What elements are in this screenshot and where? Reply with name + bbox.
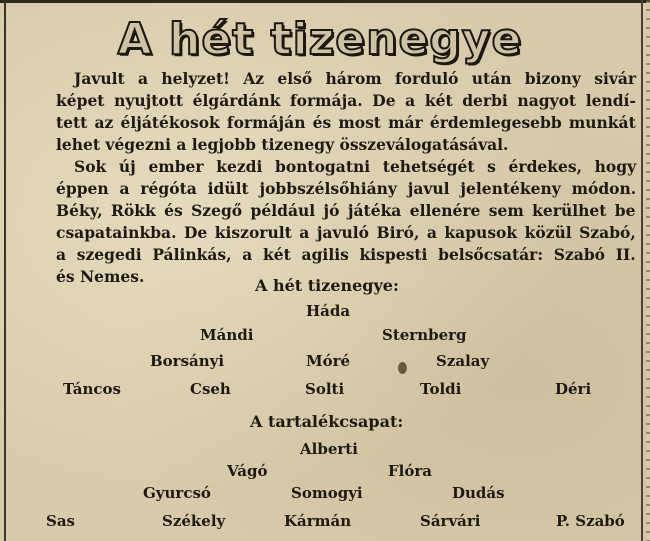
paragraph2-line4: csapatainkba. De kiszorult a javuló Biró, a kapusok közül Szabó, [56, 223, 636, 242]
paragraph1-line1: Javult a helyzet! Az első három forduló után bizony sivár [74, 69, 637, 88]
reserve-forward-2: Székely [162, 512, 226, 530]
reserve-back-1: Vágó [227, 462, 268, 480]
paragraph1-line2: képet nyujtott élgárdánk formája. De a két derbi nagyot lendí- [56, 91, 636, 110]
team-forward-5: Déri [555, 380, 592, 398]
paragraph2-line3: Béky, Rökk és Szegő például jó játéka ellenére sem kerülhet be [56, 201, 636, 220]
left-column-rule [4, 0, 6, 541]
reserve-back-2: Flóra [388, 462, 432, 480]
team-forward-3: Solti [305, 380, 345, 398]
team-forward-1: Táncos [63, 380, 121, 398]
reserve-heading: A tartalékcsapat: [250, 412, 404, 431]
reserve-forward-3: Kármán [284, 512, 352, 530]
reserve-forward-1: Sas [46, 512, 75, 530]
adjacent-column-edge [646, 0, 650, 541]
reserve-halfback-3: Dudás [452, 484, 505, 502]
team-halfback-1: Borsányi [150, 352, 225, 370]
paragraph2-line6: és Nemes. [56, 267, 145, 286]
top-rule [0, 0, 650, 3]
paragraph1-line3: tett az éljátékosok formáján és most már érdemlegesebb munkát [56, 113, 636, 132]
reserve-forward-5: P. Szabó [556, 512, 625, 530]
team-halfback-3: Szalay [436, 352, 490, 370]
team-halfback-2: Móré [306, 352, 351, 370]
right-column-rule [641, 0, 643, 541]
paragraph1-line4: lehet végezni a legjobb tizenegy összeválogatásával. [56, 135, 509, 154]
reserve-halfback-2: Somogyi [291, 484, 363, 502]
article-headline: A hét tizenegye [117, 14, 523, 65]
reserve-halfback-1: Gyurcsó [143, 484, 211, 502]
paragraph2-line2: éppen a régóta idült jobbszélsőhiány javul jelentékeny módon. [56, 179, 637, 198]
reserve-goalkeeper: Alberti [300, 440, 358, 458]
reserve-forward-4: Sárvári [420, 512, 481, 530]
team-goalkeeper: Háda [306, 302, 351, 320]
team-heading: A hét tizenegye: [255, 276, 399, 295]
paragraph2-line5: a szegedi Pálinkás, a két agilis kispesti belsőcsatár: Szabó II. [56, 245, 636, 264]
team-back-2: Sternberg [382, 326, 467, 344]
ink-spot [398, 362, 407, 374]
team-forward-4: Toldi [420, 380, 462, 398]
team-back-1: Mándi [200, 326, 254, 344]
team-forward-2: Cseh [190, 380, 231, 398]
paragraph2-line1: Sok új ember kezdi bontogatni tehetségét s érdekes, hogy [74, 157, 637, 176]
